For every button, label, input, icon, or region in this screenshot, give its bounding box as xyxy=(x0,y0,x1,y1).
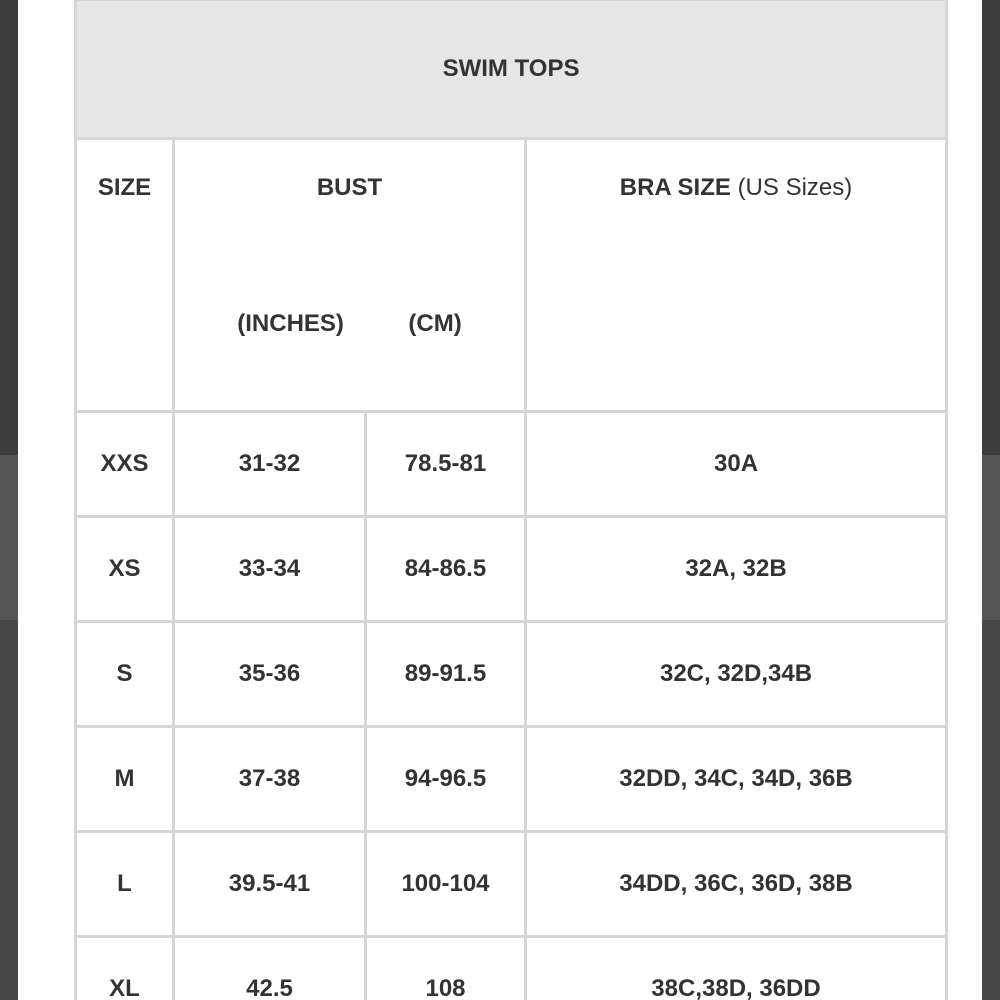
cell-inches: 39.5-41 xyxy=(174,832,366,937)
header-size-label: SIZE xyxy=(97,174,152,201)
header-bra-size-label: BRA SIZE xyxy=(619,174,731,201)
cell-bra: 32A, 32B xyxy=(526,517,947,622)
cell-size: XS xyxy=(76,517,174,622)
header-bra-size xyxy=(526,139,947,412)
header-cm: (CM) xyxy=(408,310,462,337)
page-sheet xyxy=(18,0,982,1000)
cell-bra: 34DD, 36C, 36D, 38B xyxy=(526,832,947,937)
table-row xyxy=(76,517,947,622)
title-row xyxy=(76,0,947,139)
cell-size: M xyxy=(76,727,174,832)
cell-bra: 32DD, 34C, 34D, 36B xyxy=(526,727,947,832)
cell-cm: 89-91.5 xyxy=(366,622,526,727)
cell-inches: 37-38 xyxy=(174,727,366,832)
cell-cm: 108 xyxy=(366,937,526,1000)
table-title: SWIM TOPS xyxy=(76,0,947,139)
cell-inches: 35-36 xyxy=(174,622,366,727)
size-chart-table xyxy=(74,0,948,1000)
cell-inches: 42.5 xyxy=(174,937,366,1000)
header-bra-size-note: (US Sizes) xyxy=(737,174,853,201)
cell-inches: 33-34 xyxy=(174,517,366,622)
cell-cm: 78.5-81 xyxy=(366,412,526,517)
cell-size: S xyxy=(76,622,174,727)
header-bust-label: BUST xyxy=(316,174,383,201)
cell-cm: 100-104 xyxy=(366,832,526,937)
header-units xyxy=(174,274,526,412)
header-size xyxy=(76,139,174,412)
cell-bra: 38C,38D, 36DD xyxy=(526,937,947,1000)
cell-size: L xyxy=(76,832,174,937)
cell-size: XXS xyxy=(76,412,174,517)
table-row xyxy=(76,937,947,1000)
table-row xyxy=(76,622,947,727)
table-row xyxy=(76,727,947,832)
cell-size: XL xyxy=(76,937,174,1000)
cell-cm: 84-86.5 xyxy=(366,517,526,622)
cell-bra: 32C, 32D,34B xyxy=(526,622,947,727)
header-bust xyxy=(174,139,526,275)
header-inches: (INCHES) xyxy=(237,310,344,337)
table-row xyxy=(76,832,947,937)
cell-cm: 94-96.5 xyxy=(366,727,526,832)
header-row xyxy=(76,139,947,275)
cell-bra: 30A xyxy=(526,412,947,517)
cell-inches: 31-32 xyxy=(174,412,366,517)
table-row xyxy=(76,412,947,517)
